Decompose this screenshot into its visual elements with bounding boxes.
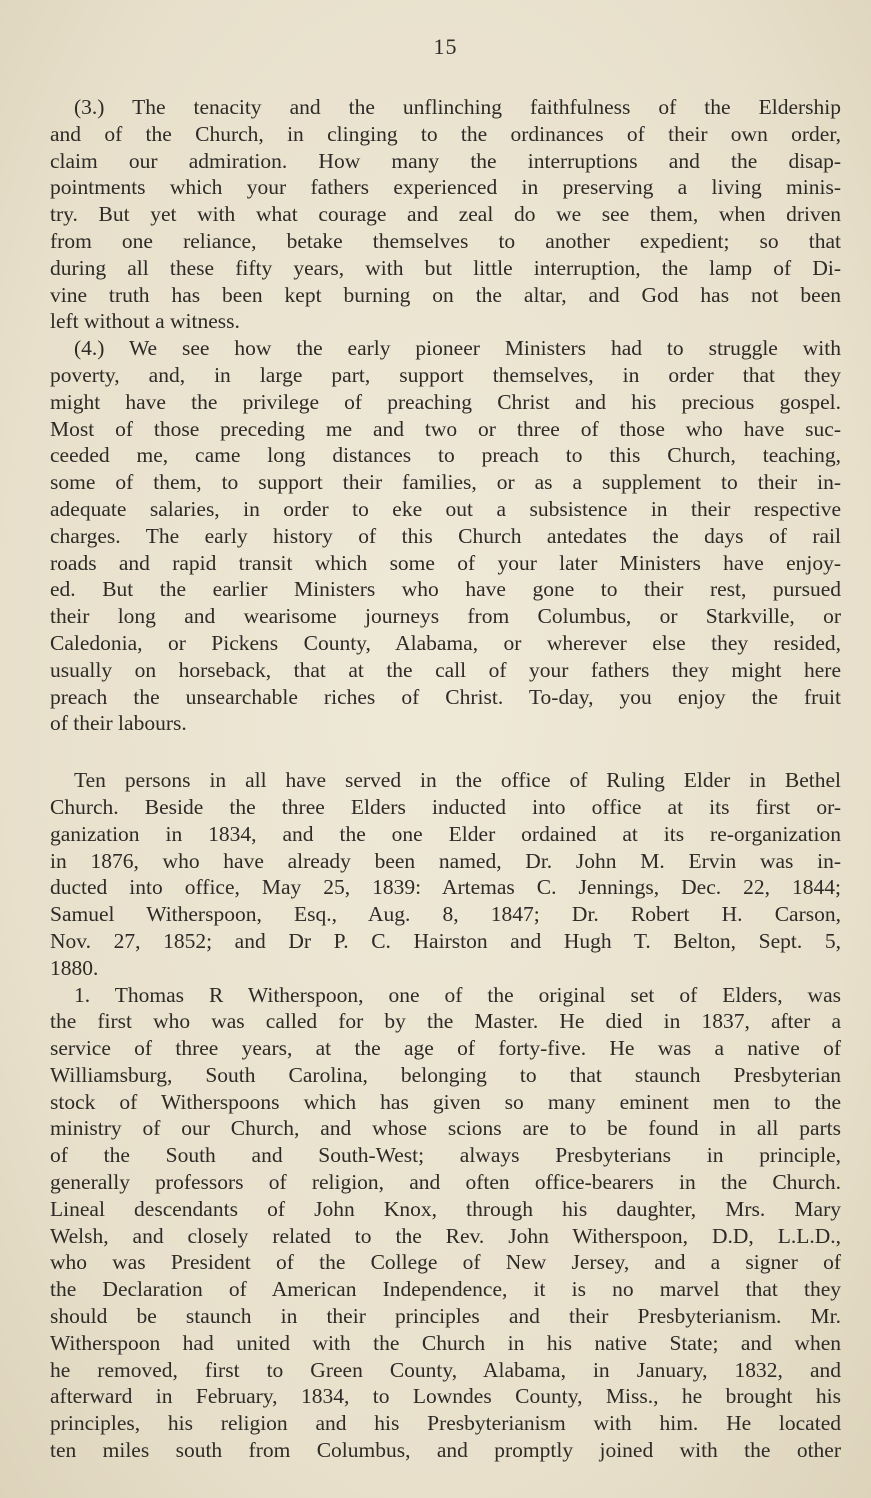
- text-line: might have the privilege of preaching Christ and his precious gospel.: [50, 389, 841, 414]
- text-line: some of them, to support their families, or as a supplement to their in-: [50, 470, 841, 495]
- text-line: Lineal descendants of John Knox, through his daughter, Mrs. Mary: [50, 1196, 841, 1221]
- text-line: 1. Thomas R Witherspoon, one of the original set of Elders, was: [74, 982, 841, 1007]
- text-line: he removed, first to Green County, Alabama, in January, 1832, and: [50, 1357, 841, 1382]
- text-line: Samuel Witherspoon, Esq., Aug. 8, 1847; Dr. Robert H. Carson,: [50, 902, 841, 927]
- text-line: pointments which your fathers experienced in preserving a living minis-: [50, 175, 841, 200]
- text-line: principles, his religion and his Presbyterianism with him. He located: [50, 1411, 841, 1436]
- text-line: try. But yet with what courage and zeal do we see them, when driven: [50, 202, 841, 227]
- text-line: poverty, and, in large part, support themselves, in order that they: [50, 362, 841, 387]
- text-line: during all these fifty years, with but little interruption, the lamp of Di-: [50, 255, 841, 280]
- page-number: 15: [433, 34, 458, 59]
- text-line: claim our admiration. How many the interruptions and the disap-: [50, 148, 841, 173]
- text-line: adequate salaries, in order to eke out a subsistence in their respective: [50, 496, 841, 521]
- text-line: 1880.: [50, 955, 99, 980]
- text-line: ten miles south from Columbus, and promptly joined with the other: [50, 1438, 841, 1463]
- text-line: vine truth has been kept burning on the altar, and God has not been: [50, 282, 841, 307]
- text-line: their long and wearisome journeys from Columbus, or Starkville, or: [50, 604, 841, 629]
- text-line: Caledonia, or Pickens County, Alabama, or wherever else they resided,: [50, 630, 841, 655]
- text-line: Williamsburg, South Carolina, belonging to that staunch Presbyterian: [50, 1062, 841, 1087]
- text-line: should be staunch in their principles and their Presbyterianism. Mr.: [50, 1304, 841, 1329]
- section-gap: [50, 737, 841, 767]
- text-line: the first who was called for by the Master. He died in 1837, after a: [50, 1009, 841, 1034]
- text-line: afterward in February, 1834, to Lowndes County, Miss., he brought his: [50, 1384, 841, 1409]
- text-line: Church. Beside the three Elders inducted into office at its first or-: [50, 794, 841, 819]
- text-line: ceeded me, came long distances to preach to this Church, teaching,: [50, 443, 841, 468]
- text-line: Ten persons in all have served in the office of Ruling Elder in Bethel: [74, 768, 841, 793]
- text-line: (3.) The tenacity and the unflinching faithfulness of the Eldership: [74, 95, 841, 119]
- text-line: left without a witness.: [50, 309, 240, 334]
- text-line: Most of those preceding me and two or three of those who have suc-: [50, 416, 841, 441]
- text-line: of the South and South-West; always Presbyterians in principle,: [50, 1143, 841, 1168]
- paragraph-eldership: [50, 94, 841, 335]
- text-line: of their labours.: [50, 711, 187, 736]
- text-line: stock of Witherspoons which has given so many eminent men to the: [50, 1089, 841, 1114]
- text-line: Nov. 27, 1852; and Dr P. C. Hairston and Hugh T. Belton, Sept. 5,: [50, 928, 841, 953]
- text-line: the Declaration of American Independence, it is no marvel that they: [50, 1277, 841, 1302]
- text-line: ministry of our Church, and whose scions are to be found in all parts: [50, 1116, 841, 1141]
- text-line: ed. But the earlier Ministers who have gone to their rest, pursued: [50, 577, 841, 602]
- paragraph-ruling-elders: [50, 767, 841, 981]
- text-line: generally professors of religion, and often office-bearers in the Church.: [50, 1170, 841, 1195]
- text-line: Witherspoon had united with the Church in his native State; and when: [50, 1330, 841, 1355]
- text-line: service of three years, at the age of forty-five. He was a native of: [50, 1036, 841, 1061]
- text-line: preach the unsearchable riches of Christ. To-day, you enjoy the fruit: [50, 684, 841, 709]
- text-line: and of the Church, in clinging to the ordinances of their own order,: [50, 121, 841, 146]
- paragraph-ministers: [50, 335, 841, 737]
- text-line: ganization in 1834, and the one Elder ordained at its re-organization: [50, 821, 841, 846]
- text-line: ducted into office, May 25, 1839: Artemas C. Jennings, Dec. 22, 1844;: [50, 875, 841, 900]
- text-line: usually on horseback, that at the call of your fathers they might here: [50, 657, 841, 682]
- text-line: (4.) We see how the early pioneer Ministers had to struggle with: [74, 336, 841, 361]
- text-line: who was President of the College of New Jersey, and a signer of: [50, 1250, 841, 1275]
- text-line: roads and rapid transit which some of your later Ministers have enjoy-: [50, 550, 841, 575]
- text-line: from one reliance, betake themselves to another expedient; so that: [50, 228, 841, 253]
- text-line: in 1876, who have already been named, Dr. John M. Ervin was in-: [50, 848, 841, 873]
- text-line: charges. The early history of this Church antedates the days of rail: [50, 523, 841, 548]
- paragraph-witherspoon: [50, 982, 841, 1464]
- text-line: Welsh, and closely related to the Rev. John Witherspoon, D.D, L.L.D.,: [50, 1223, 841, 1248]
